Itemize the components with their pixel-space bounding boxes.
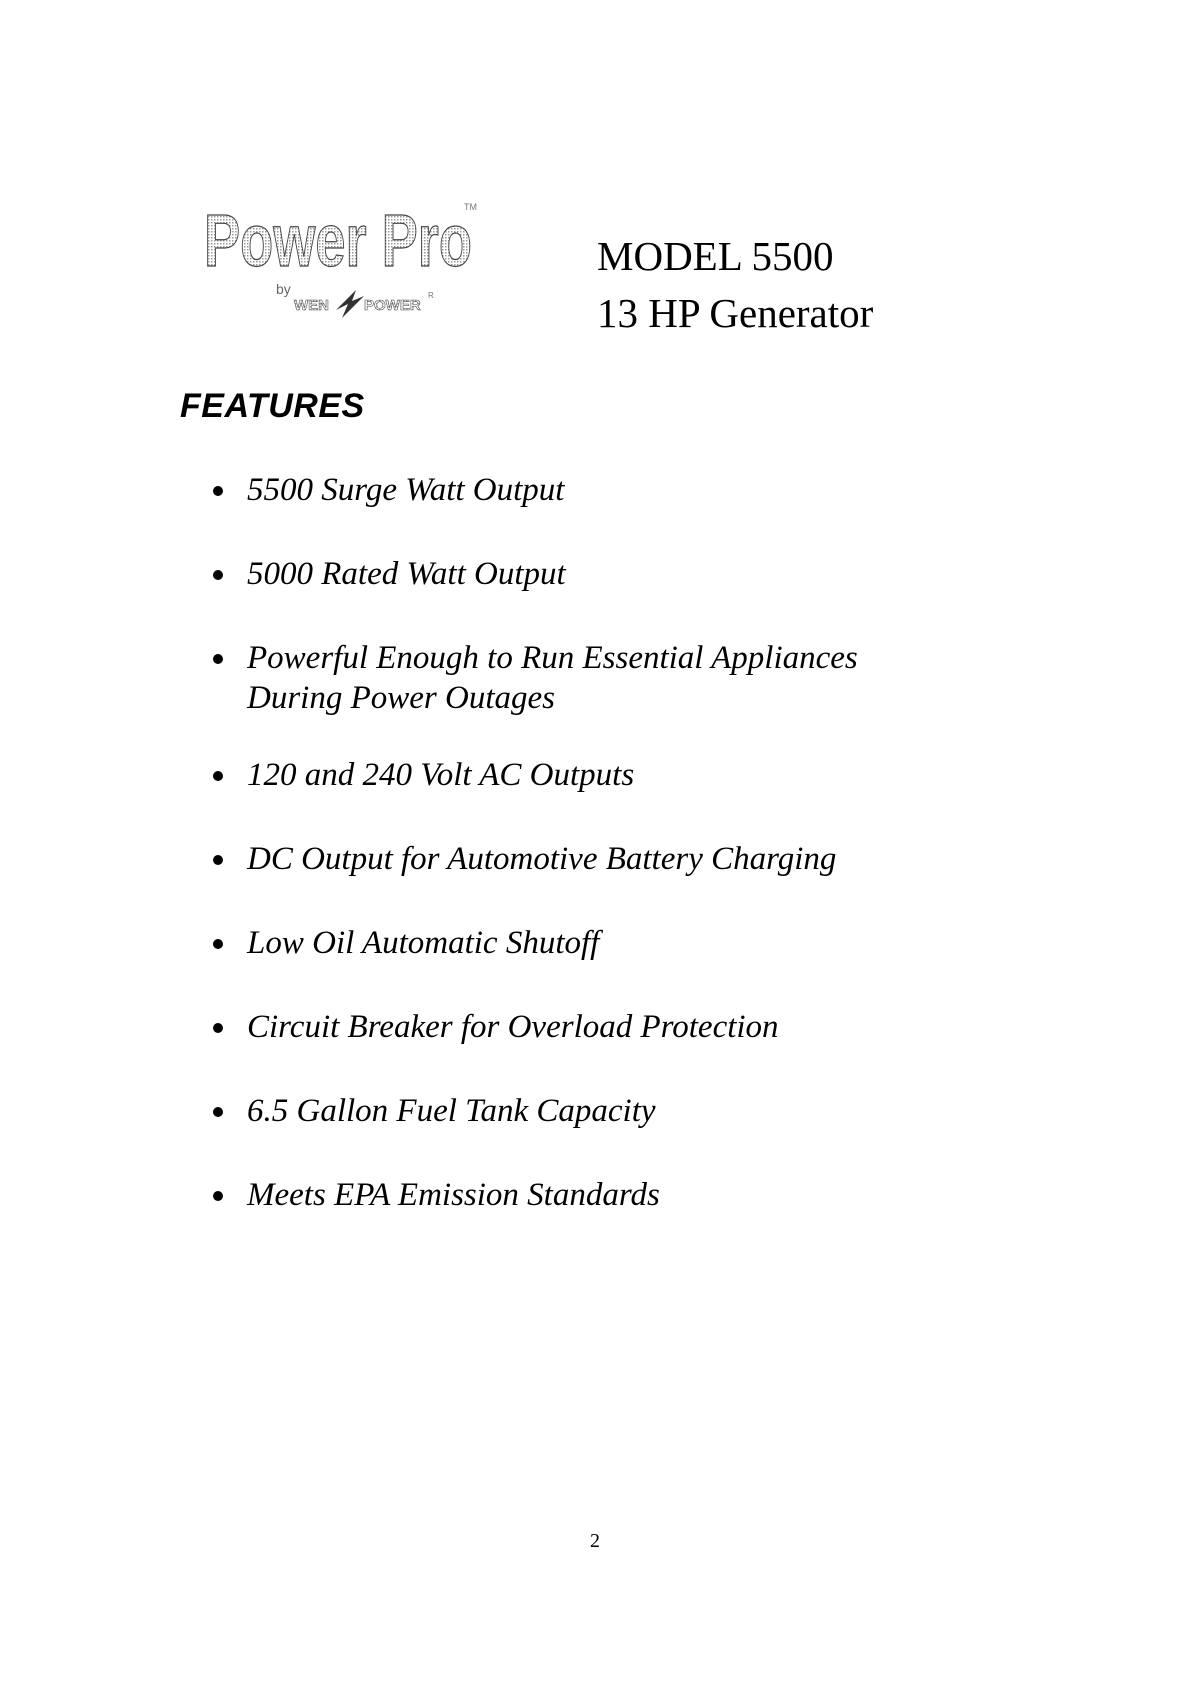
bullet-icon — [213, 570, 223, 580]
bullet-icon — [213, 1023, 223, 1033]
logo-maker-right: POWER — [364, 297, 421, 314]
feature-text: 5500 Surge Watt Output — [247, 472, 565, 508]
logo-tm-mark: TM — [464, 202, 477, 212]
feature-item-fuel-tank — [213, 1091, 973, 1131]
feature-item-epa-standards — [213, 1175, 973, 1215]
power-pro-logo — [196, 198, 496, 328]
logo-registered-mark: R — [428, 291, 434, 300]
feature-item-low-oil-shutoff — [213, 923, 973, 963]
feature-text: Meets EPA Emission Standards — [247, 1177, 660, 1213]
feature-text: 5000 Rated Watt Output — [247, 556, 566, 592]
feature-text: Circuit Breaker for Overload Protection — [247, 1009, 779, 1045]
feature-item-rated-watt — [213, 554, 973, 594]
feature-item-essential-appliances — [213, 638, 973, 718]
lightning-bolt-icon — [336, 290, 364, 318]
feature-item-dc-output — [213, 839, 973, 879]
bullet-icon — [213, 1107, 223, 1117]
bullet-icon — [213, 855, 223, 865]
feature-item-ac-outputs — [213, 755, 973, 795]
bullet-icon — [213, 939, 223, 949]
feature-text-line-2: During Power Outages — [247, 680, 555, 716]
logo-graphic — [196, 198, 496, 328]
logo-maker-left: WEN — [294, 297, 329, 314]
logo-by-text: by — [276, 281, 291, 297]
bullet-icon — [213, 771, 223, 781]
model-description: 13 HP Generator — [597, 290, 874, 336]
bullet-icon — [213, 1191, 223, 1201]
feature-list — [213, 470, 973, 1259]
logo-brand-text: Power Pro — [204, 199, 472, 282]
feature-text: DC Output for Automotive Battery Charging — [247, 841, 837, 877]
bullet-icon — [213, 654, 223, 664]
bullet-icon — [213, 486, 223, 496]
feature-text: 120 and 240 Volt AC Outputs — [247, 757, 635, 793]
feature-text: Low Oil Automatic Shutoff — [247, 925, 600, 961]
model-title-block — [597, 228, 873, 342]
page-number: 2 — [590, 1530, 600, 1552]
features-heading: FEATURES — [180, 387, 365, 425]
feature-item-circuit-breaker — [213, 1007, 973, 1047]
feature-item-surge-watt — [213, 470, 973, 510]
feature-text: 6.5 Gallon Fuel Tank Capacity — [247, 1093, 656, 1129]
model-number: MODEL 5500 — [597, 233, 834, 279]
feature-text-line-1: Powerful Enough to Run Essential Appliances — [247, 640, 858, 676]
